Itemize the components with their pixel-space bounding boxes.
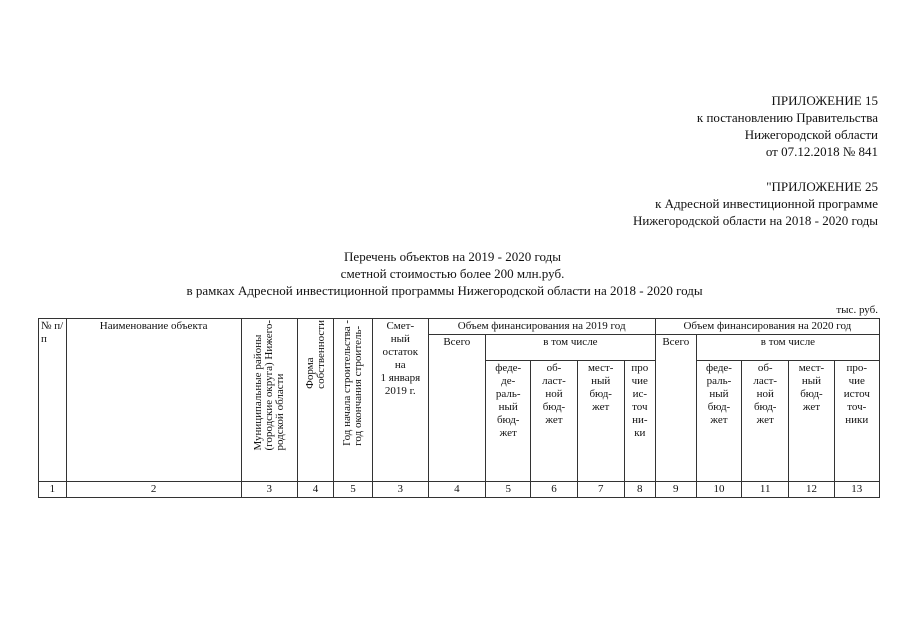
header-other-2020: про- чие источ точ- ники xyxy=(834,361,879,482)
column-number: 1 xyxy=(39,482,67,498)
column-number: 5 xyxy=(486,482,531,498)
appendix-25-heading: "ПРИЛОЖЕНИЕ 25 xyxy=(766,179,878,194)
header-local-2020: мест- ный бюд- жет xyxy=(789,361,834,482)
title-line: в рамках Адресной инвестиционной программы Нижегородской области на 2018 - 2020 годы xyxy=(186,283,703,298)
header-object-name: Наименование объекта xyxy=(66,319,241,482)
header-federal-2019: феде- де- раль- ный бюд- жет xyxy=(486,361,531,482)
column-number: 4 xyxy=(298,482,334,498)
appendix-15-line: Нижегородской области xyxy=(744,127,878,142)
header-estimated-balance: Смет- ный остаток на 1 января 2019 г. xyxy=(373,319,429,482)
header-regional-2020: об- ласт- ной бюд- жет xyxy=(742,361,789,482)
title-line: Перечень объектов на 2019 - 2020 годы xyxy=(344,249,561,264)
column-number: 6 xyxy=(531,482,577,498)
header-financing-2020: Объем финансирования на 2020 год xyxy=(655,319,879,335)
objects-table xyxy=(38,318,880,498)
header-other-2019: про чие ис- точ ни- ки xyxy=(624,361,655,482)
header-local-2019: мест- ный бюд- жет xyxy=(577,361,624,482)
header-including-2019: в том числе xyxy=(486,335,656,361)
header-construction-years: Год начала строительства - год окончания строитель- xyxy=(334,319,373,482)
column-number: 11 xyxy=(742,482,789,498)
column-number: 7 xyxy=(577,482,624,498)
header-regional-2019: об- ласт- ной бюд- жет xyxy=(531,361,577,482)
header-including-2020: в том числе xyxy=(696,335,879,361)
column-number: 13 xyxy=(834,482,879,498)
column-number: 8 xyxy=(624,482,655,498)
column-number-row xyxy=(39,482,880,498)
header-number: № п/ п xyxy=(39,319,67,482)
table-header-row xyxy=(39,319,880,335)
header-federal-2020: феде- раль- ный бюд- жет xyxy=(696,361,741,482)
column-number: 9 xyxy=(655,482,696,498)
header-districts: Муниципальные районы (городские округа) Нижего- родской области xyxy=(241,319,298,482)
column-number: 12 xyxy=(789,482,834,498)
appendix-25-line: Нижегородской области на 2018 - 2020 годы xyxy=(632,213,878,228)
column-number: 3 xyxy=(241,482,298,498)
appendix-15-date-number: от 07.12.2018 № 841 xyxy=(765,144,878,159)
column-number: 5 xyxy=(334,482,373,498)
header-ownership: Форма собственности xyxy=(298,319,334,482)
document-title xyxy=(0,248,905,299)
appendix-25-block xyxy=(633,178,878,229)
header-total-2020: Всего xyxy=(655,335,696,482)
column-number: 4 xyxy=(428,482,486,498)
header-financing-2019: Объем финансирования на 2019 год xyxy=(428,319,655,335)
header-total-2019: Всего xyxy=(428,335,486,482)
appendix-15-heading: ПРИЛОЖЕНИЕ 15 xyxy=(771,93,878,108)
column-number: 2 xyxy=(66,482,241,498)
title-line: сметной стоимостью более 200 млн.руб. xyxy=(340,266,565,281)
appendix-25-line: к Адресной инвестиционной программе xyxy=(655,196,878,211)
appendix-15-block xyxy=(697,92,878,160)
column-number: 3 xyxy=(373,482,429,498)
column-number: 10 xyxy=(696,482,741,498)
units-label: тыс. руб. xyxy=(836,304,878,316)
appendix-15-line: к постановлению Правительства xyxy=(696,110,878,125)
